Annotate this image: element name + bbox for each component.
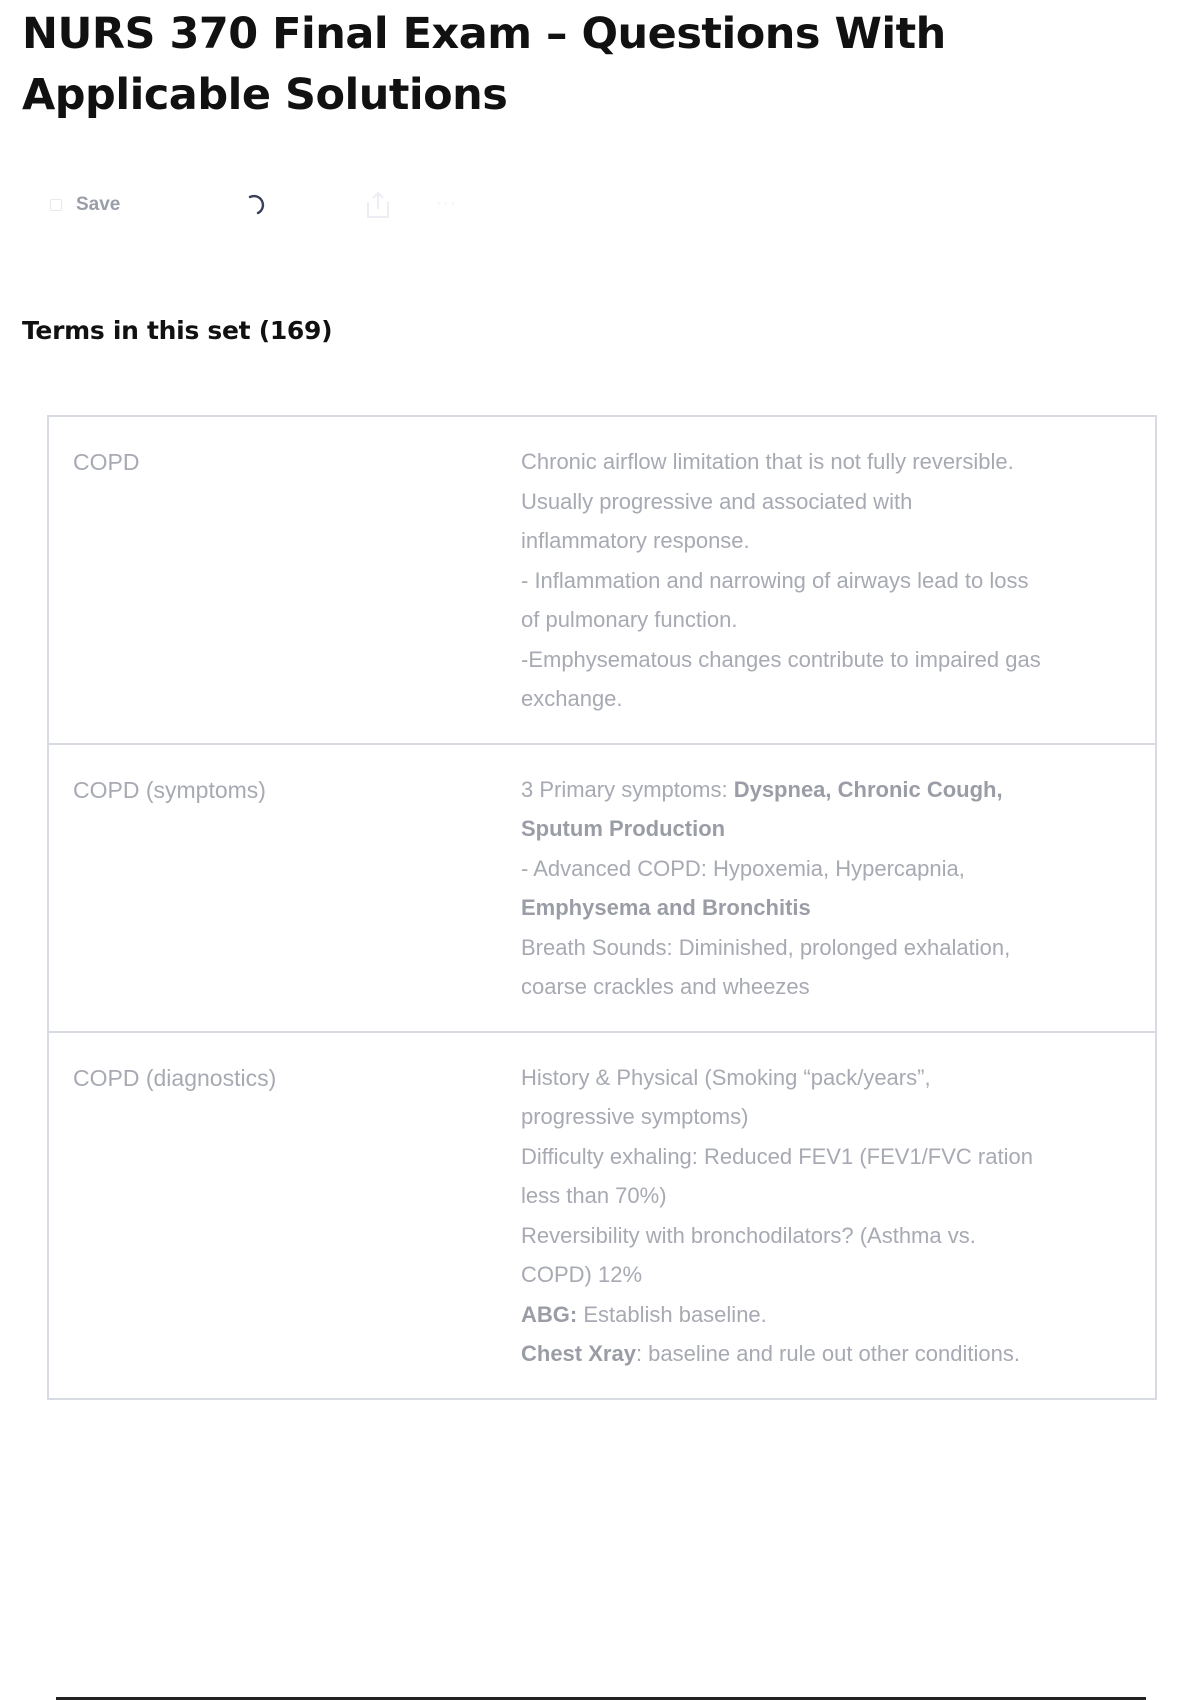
definition-line bbox=[521, 928, 1107, 968]
definition-text: Usually progressive and associated with bbox=[521, 488, 913, 514]
term-row bbox=[49, 743, 1155, 1031]
definition-line bbox=[521, 1097, 1107, 1137]
definition-line bbox=[521, 640, 1107, 680]
definition-line bbox=[521, 809, 1107, 849]
term-definition bbox=[521, 1058, 1131, 1374]
term-definition bbox=[521, 770, 1131, 1007]
definition-line bbox=[521, 849, 1107, 889]
definition-line bbox=[521, 1137, 1107, 1177]
more-icon[interactable]: ··· bbox=[436, 194, 458, 213]
definition-text: - Inflammation and narrowing of airways lead to loss bbox=[521, 567, 1029, 593]
term-word: COPD bbox=[73, 449, 140, 475]
definition-bold-text: Sputum Production bbox=[521, 816, 726, 841]
definition-line bbox=[521, 1255, 1107, 1295]
definition-line bbox=[521, 521, 1107, 561]
checkbox-icon bbox=[50, 199, 62, 211]
definition-line bbox=[521, 1176, 1107, 1216]
definition-bold-text: Emphysema and Bronchitis bbox=[521, 895, 811, 920]
definition-text: : baseline and rule out other conditions. bbox=[635, 1341, 1020, 1366]
definition-text: Difficulty exhaling: Reduced FEV1 (FEV1/FVC ration bbox=[521, 1143, 1033, 1169]
definition-line bbox=[521, 442, 1107, 482]
definition-text: History & Physical (Smoking “pack/years”, bbox=[521, 1064, 931, 1090]
terms-table bbox=[47, 415, 1157, 1400]
terms-heading: Terms in this set (169) bbox=[22, 316, 333, 345]
definition-bold-text: ABG: bbox=[521, 1301, 578, 1327]
definition-text: less than 70%) bbox=[521, 1183, 667, 1208]
save-button[interactable] bbox=[50, 194, 120, 216]
loading-spinner-icon bbox=[244, 192, 268, 220]
definition-text: Reversibility with bronchodilators? (Asthma vs. bbox=[521, 1222, 976, 1248]
definition-bold-text: Dyspnea, Chronic Cough, bbox=[733, 776, 1003, 802]
definition-line bbox=[521, 561, 1107, 601]
definition-line bbox=[521, 888, 1107, 928]
definition-line bbox=[521, 1334, 1107, 1374]
term-row bbox=[49, 417, 1155, 743]
definition-line bbox=[521, 770, 1107, 810]
definition-text: Establish baseline. bbox=[577, 1301, 767, 1327]
term-word: COPD (diagnostics) bbox=[73, 1064, 277, 1091]
definition-line bbox=[521, 1295, 1107, 1335]
definition-line bbox=[521, 1216, 1107, 1256]
page-title: NURS 370 Final Exam – Questions With Applicable Solutions bbox=[22, 9, 946, 120]
definition-line bbox=[521, 1058, 1107, 1098]
toolbar bbox=[50, 188, 550, 228]
definition-text: - Advanced COPD: Hypoxemia, Hypercapnia, bbox=[521, 855, 965, 881]
definition-text: Breath Sounds: Diminished, prolonged exhalation, bbox=[521, 934, 1011, 960]
term-row bbox=[49, 1031, 1155, 1398]
definition-text: coarse crackles and wheezes bbox=[521, 974, 810, 999]
definition-text: Chronic airflow limitation that is not fully reversible. bbox=[521, 449, 1014, 474]
definition-text: exchange. bbox=[521, 686, 623, 711]
term-word: COPD (symptoms) bbox=[73, 776, 266, 803]
definition-text: progressive symptoms) bbox=[521, 1104, 749, 1129]
share-icon[interactable] bbox=[364, 190, 392, 224]
definition-text: -Emphysematous changes contribute to impaired gas bbox=[521, 646, 1041, 672]
definition-line bbox=[521, 600, 1107, 640]
definition-text: COPD) 12% bbox=[521, 1262, 643, 1287]
definition-text: inflammatory response. bbox=[521, 528, 750, 553]
definition-text: 3 Primary symptoms: bbox=[521, 776, 734, 802]
term-definition bbox=[521, 442, 1131, 719]
save-label: Save bbox=[76, 194, 121, 215]
definition-bold-text: Chest Xray bbox=[521, 1341, 636, 1366]
definition-line bbox=[521, 679, 1107, 719]
definition-text: of pulmonary function. bbox=[521, 607, 738, 632]
definition-line bbox=[521, 482, 1107, 522]
definition-line bbox=[521, 967, 1107, 1007]
